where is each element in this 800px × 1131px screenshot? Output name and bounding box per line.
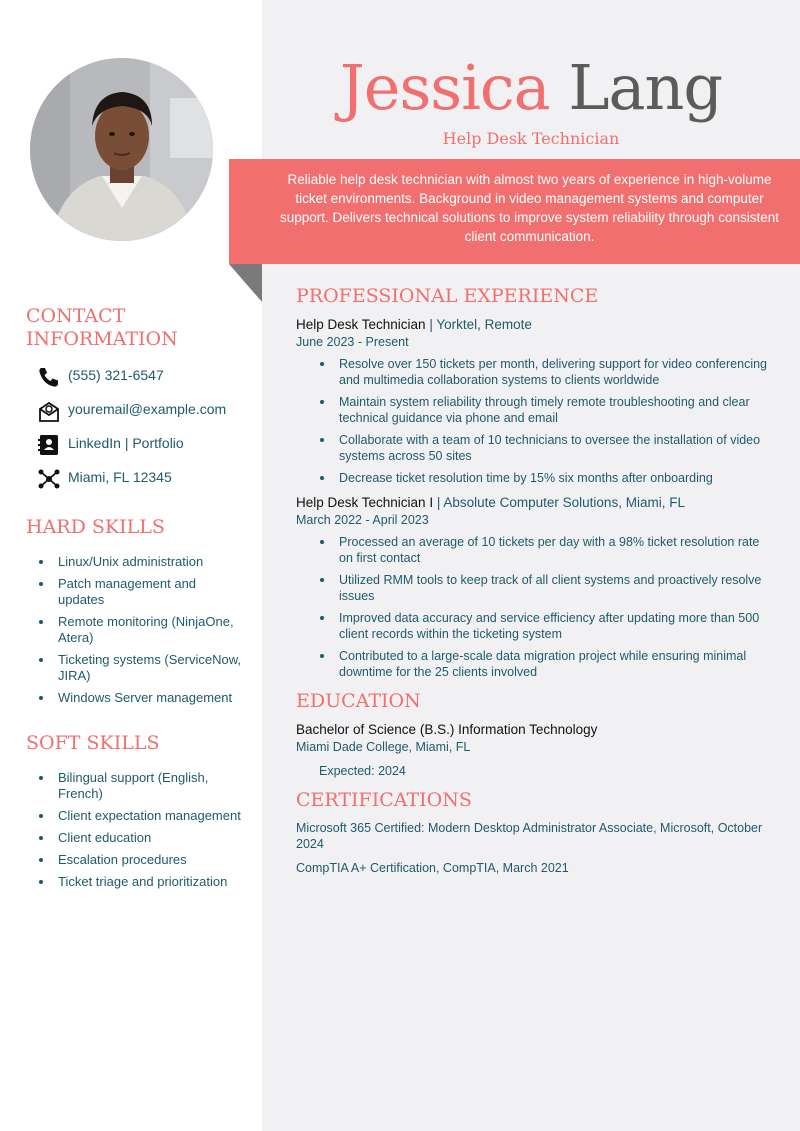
degree: Bachelor of Science (B.S.) Information Technology xyxy=(296,722,598,737)
right-column xyxy=(296,285,776,876)
list-item: Client expectation management xyxy=(26,808,241,824)
last-name: Lang xyxy=(568,51,723,124)
list-item: Improved data accuracy and service efficiency after updating more than 500 client records within the ticketing system xyxy=(296,610,776,642)
hard-skills-title: HARD SKILLS xyxy=(26,516,165,538)
summary-text: Reliable help desk technician with almost two years of experience in high-volume ticket environments. Background in video management systems and computer support. Delivers technical solutions to improve system reliability through consistent client communication. xyxy=(280,172,779,244)
first-name: Jessica xyxy=(339,51,550,124)
graduation-expected: Expected: 2024 xyxy=(319,764,406,778)
phone-text: (555) 321-6547 xyxy=(68,367,164,383)
list-item: Resolve over 150 tickets per month, delivering support for video conferencing and multimedia collaboration systems to clients worldwide xyxy=(296,356,776,388)
left-column xyxy=(26,305,241,896)
education-title: EDUCATION xyxy=(296,690,421,712)
hard-skills-section xyxy=(26,516,241,706)
email-text: youremail@example.com xyxy=(68,401,227,417)
list-item: Collaborate with a team of 10 technicians to oversee the installation of video systems across 50 sites xyxy=(296,432,776,464)
job-role: Help Desk Technician I xyxy=(296,495,434,510)
email-icon xyxy=(37,400,63,422)
contact-location xyxy=(26,468,241,490)
list-item: Patch management and updates xyxy=(26,576,241,608)
certifications-section xyxy=(296,789,776,876)
list-item: Windows Server management xyxy=(26,690,241,706)
list-item: Linux/Unix administration xyxy=(26,554,241,570)
list-item: Contributed to a large-scale data migration project while ensuring minimal downtime for the 25 clients involved xyxy=(296,648,776,680)
contact-section xyxy=(26,305,241,490)
soft-skills-section xyxy=(26,732,241,890)
list-item: Processed an average of 10 tickets per day with a 98% ticket resolution rate on first contact xyxy=(296,534,776,566)
certification-item: Microsoft 365 Certified: Modern Desktop Administrator Associate, Microsoft, October 2024 xyxy=(296,821,763,851)
contact-title: CONTACT INFORMATION xyxy=(26,305,178,350)
contact-card-icon xyxy=(37,434,63,456)
contact-email xyxy=(26,400,241,422)
list-item: Bilingual support (English, French) xyxy=(26,770,241,802)
job-role: Help Desk Technician xyxy=(296,317,426,332)
list-item: Escalation procedures xyxy=(26,852,241,868)
job-heading: Help Desk Technician | Yorktel, Remote xyxy=(296,317,532,332)
network-icon xyxy=(37,468,63,490)
phone-icon xyxy=(37,366,63,388)
certifications-title: CERTIFICATIONS xyxy=(296,789,472,811)
contact-phone xyxy=(26,366,241,388)
job-dates: March 2022 - April 2023 xyxy=(296,513,429,527)
job-heading: Help Desk Technician I | Absolute Computer Solutions, Miami, FL xyxy=(296,495,685,510)
school: Miami Dade College, Miami, FL xyxy=(296,740,471,754)
list-item: Client education xyxy=(26,830,241,846)
job-dates: June 2023 - Present xyxy=(296,335,409,349)
profile-photo xyxy=(30,58,213,241)
job-org: Yorktel, Remote xyxy=(436,317,532,332)
list-item: Remote monitoring (NinjaOne, Atera) xyxy=(26,614,241,646)
list-item: Utilized RMM tools to keep track of all client systems and proactively resolve issues xyxy=(296,572,776,604)
experience-section xyxy=(296,285,776,680)
location-text: Miami, FL 12345 xyxy=(68,469,172,485)
candidate-name xyxy=(262,52,800,124)
links-text[interactable]: LinkedIn | Portfolio xyxy=(68,435,184,451)
soft-skills-title: SOFT SKILLS xyxy=(26,732,160,754)
education-section xyxy=(296,690,776,779)
list-item: Maintain system reliability through timely remote troubleshooting and clear technical guidance via phone and email xyxy=(296,394,776,426)
certification-item: CompTIA A+ Certification, CompTIA, March 2021 xyxy=(296,861,569,875)
banner-fold-decoration xyxy=(229,264,262,302)
job-org: Absolute Computer Solutions, Miami, FL xyxy=(443,495,685,510)
job-title: Help Desk Technician xyxy=(442,129,620,148)
list-item: Decrease ticket resolution time by 15% six months after onboarding xyxy=(296,470,776,486)
list-item: Ticket triage and prioritization xyxy=(26,874,241,890)
list-item: Ticketing systems (ServiceNow, JIRA) xyxy=(26,652,241,684)
experience-title: PROFESSIONAL EXPERIENCE xyxy=(296,285,599,307)
summary-banner xyxy=(229,159,800,264)
contact-links xyxy=(26,434,241,456)
